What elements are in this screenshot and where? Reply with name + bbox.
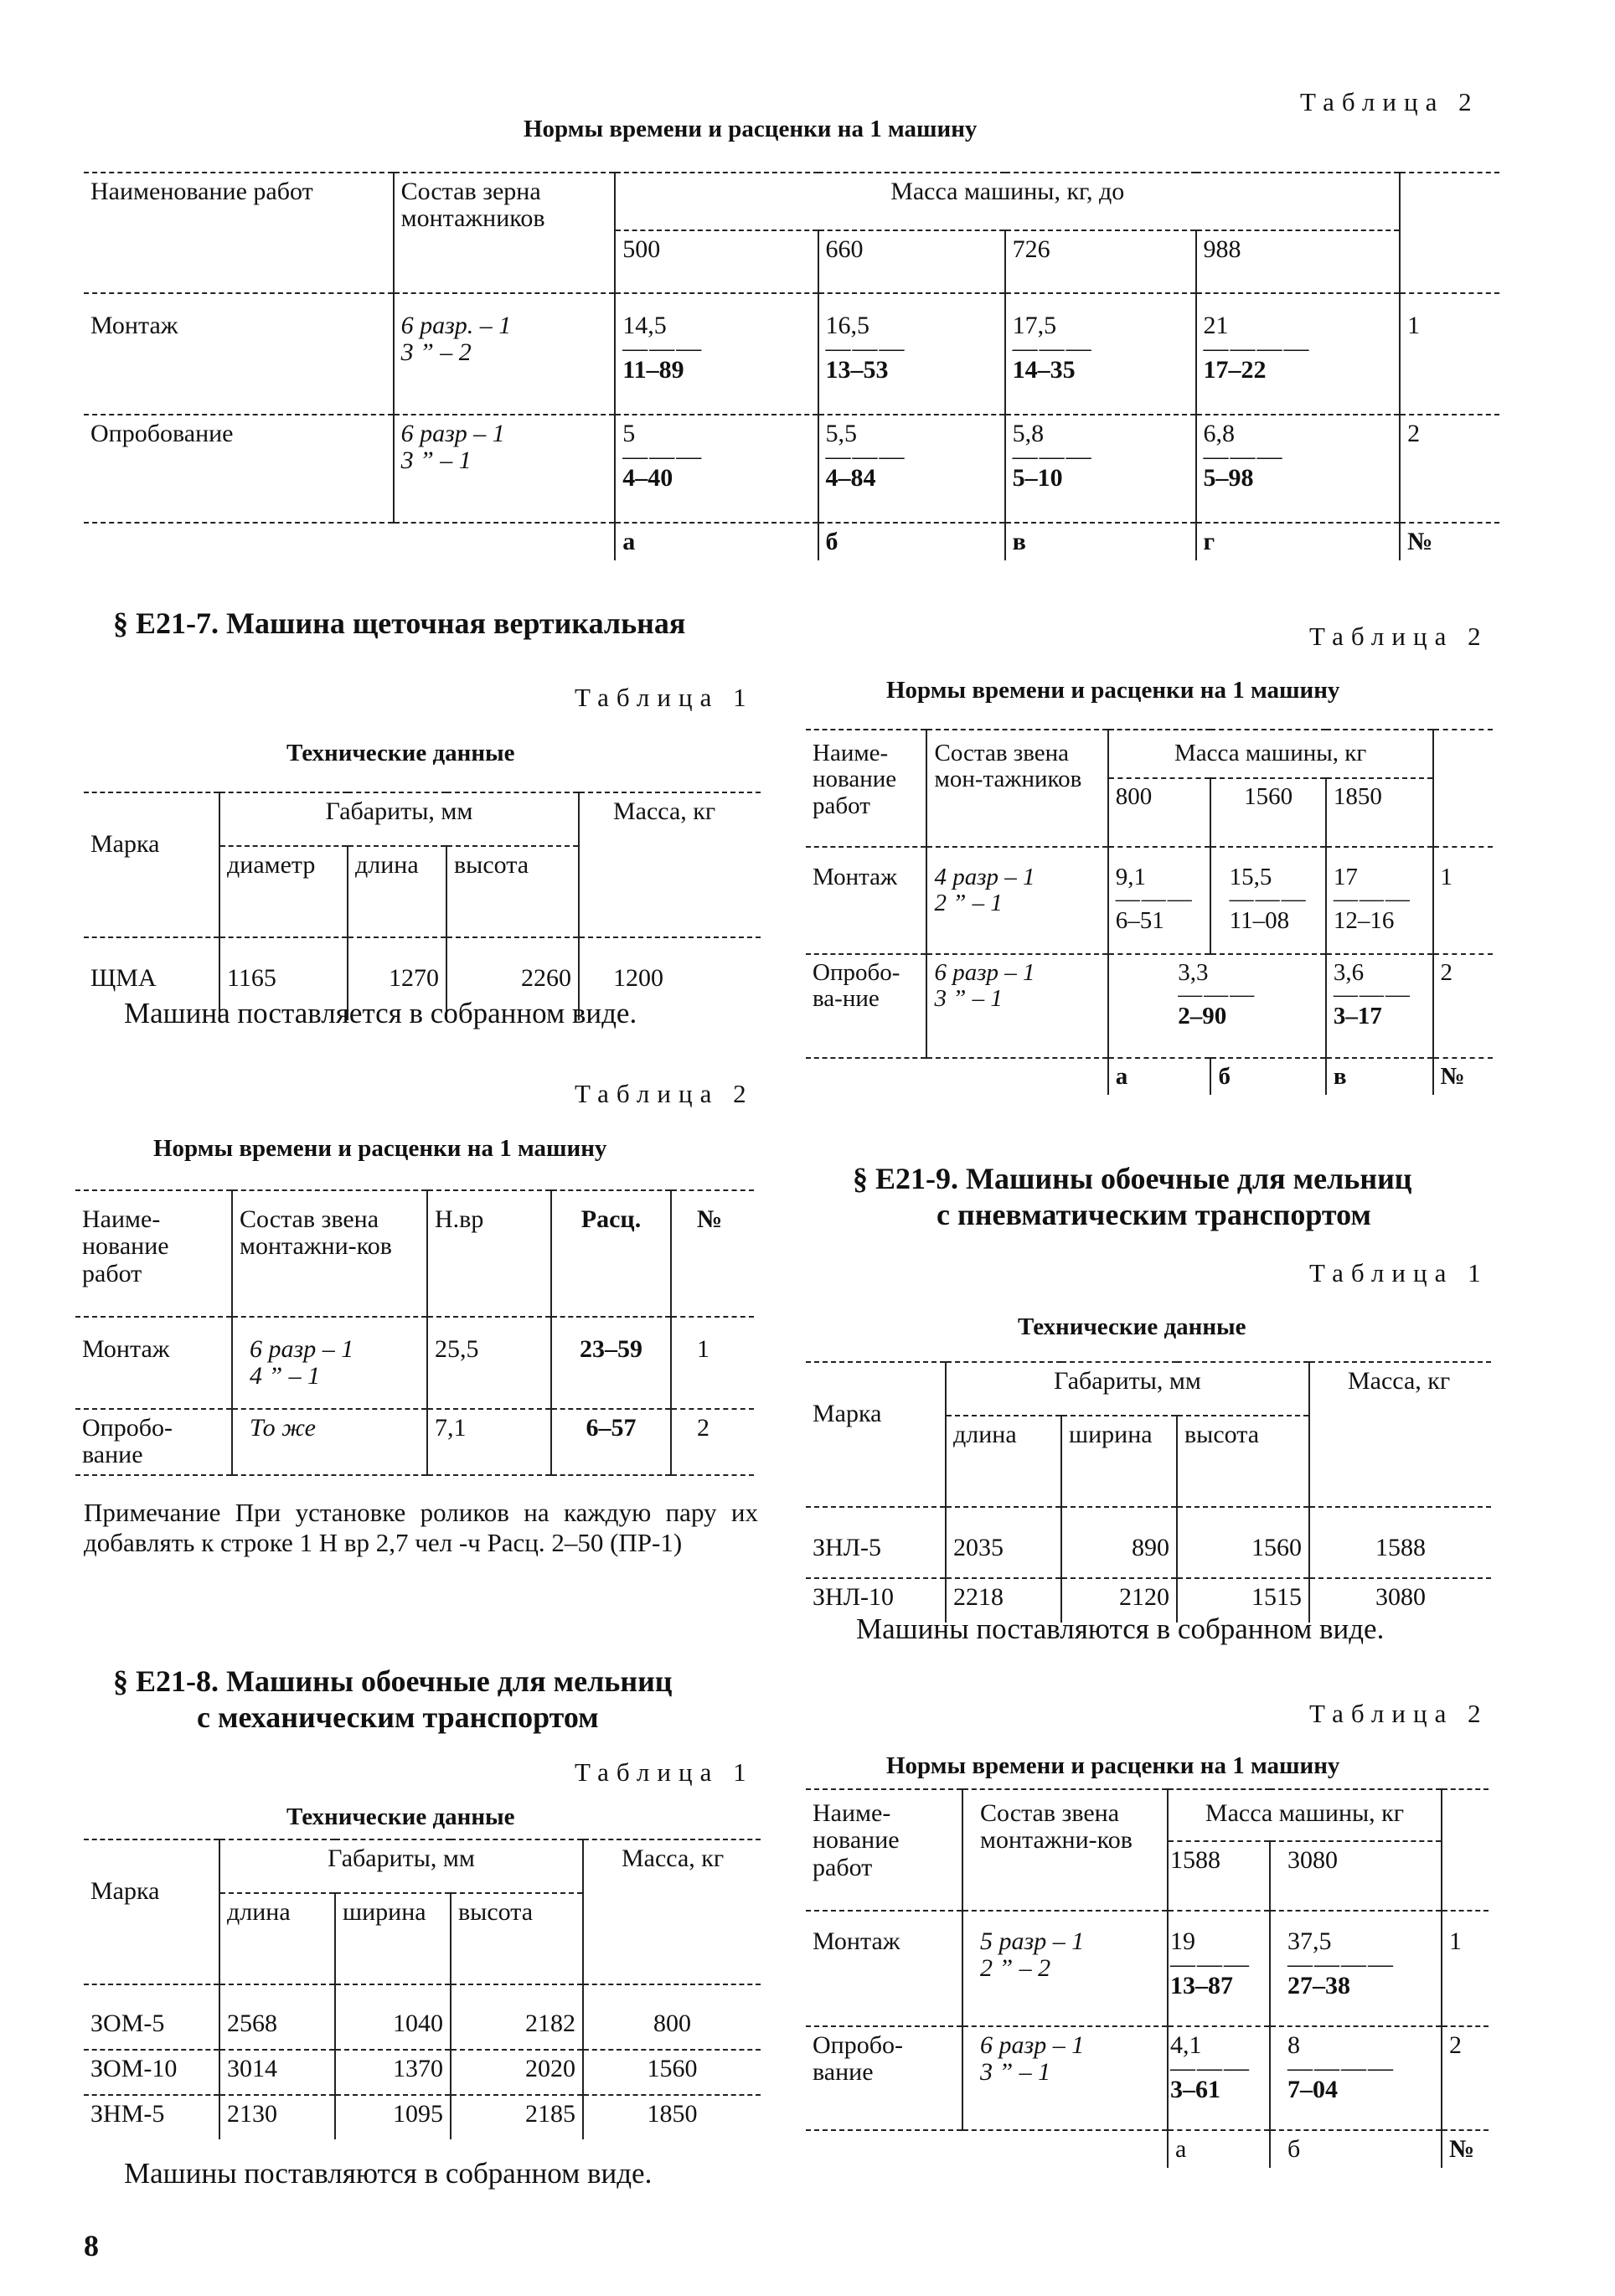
cell: 1040 (393, 2010, 443, 2037)
col-index: г (1203, 528, 1215, 555)
table-row (75, 1409, 754, 1475)
rate: 23–59 (580, 1335, 642, 1363)
cell: 1165 (227, 964, 276, 992)
nvr: 19 (1170, 1927, 1195, 1955)
col-crew: Состав звена монтажни-ков (240, 1205, 392, 1261)
cell: ЗНЛ-5 (813, 1534, 882, 1561)
row-num: 1 (697, 1335, 709, 1363)
col-index: б (1287, 2135, 1301, 2163)
mass-500: 500 (622, 235, 661, 263)
nvr: 37,5 (1287, 1927, 1332, 1955)
delivery-note: Машины поставляются в собранном виде. (124, 2157, 653, 2190)
col-work: Наиме-нование работ (813, 1799, 900, 1881)
cell: 2182 (525, 2010, 575, 2037)
footnote: Примечание При установке роликов на каждую пару их добавлять к строке 1 Н вр 2,7 чел -ч Расц. 2–50 (ПР-1) (84, 1498, 758, 1557)
section-title: § Е21-7. Машина щеточная вертикальная (113, 606, 686, 640)
col-index: в (1012, 528, 1026, 555)
col-rasc: Расц. (580, 1205, 642, 1233)
rate: 7–04 (1287, 2076, 1338, 2104)
row-work: Опробование (90, 420, 234, 447)
section-subtitle: с пневматическим транспортом (936, 1198, 1371, 1231)
cell: 1270 (389, 964, 439, 992)
nvr: 3,6 (1333, 959, 1365, 986)
table-footer (84, 523, 1499, 560)
row-num: 1 (1449, 1927, 1462, 1955)
table-label: Таблица 2 (1309, 1699, 1489, 1728)
crew-line: 2 ” – 1 (934, 890, 1003, 917)
table-caption: Нормы времени и расценки на 1 машину (886, 1752, 1340, 1779)
crew-line: 3 ” – 2 (400, 338, 472, 367)
cell: 1200 (613, 964, 663, 992)
row-work: Монтаж (90, 312, 178, 339)
rate: 5–10 (1012, 464, 1063, 493)
table-label: Таблица 2 (1309, 622, 1489, 651)
table-row (84, 2095, 761, 2139)
crew-line: 6 разр – 1 (400, 420, 505, 447)
cell: 1515 (1251, 1583, 1302, 1611)
cell: 2120 (1119, 1583, 1169, 1611)
cell: 3080 (1375, 1583, 1426, 1611)
cell: 1588 (1375, 1534, 1426, 1561)
col-index: № (1449, 2135, 1475, 2163)
nvr: 17 (1333, 864, 1358, 890)
table-row: Монтаж 4 разр – 1 2 ” – 1 9,1 ——— 6–51 15,5 ——— 11–08 17 ——— 12–16 1 (806, 847, 1493, 954)
rate: 5–98 (1203, 464, 1254, 493)
table-row: Опробование 6 разр – 1 3 ” – 1 5 ——— 4–40 5,5 ——— 4–84 5,8 ——— 5–10 6,8 ——— 5–98 2 (84, 415, 1499, 523)
row-num: 1 (1407, 312, 1421, 339)
col-index: б (825, 528, 838, 555)
rate: 17–22 (1203, 356, 1267, 384)
cell: 2020 (525, 2055, 575, 2082)
rate: 3–17 (1333, 1002, 1382, 1029)
nvr: 4,1 (1170, 2031, 1202, 2059)
col-index: б (1218, 1063, 1231, 1090)
table-label: Таблица 2 (575, 1079, 754, 1108)
mass-value: 3080 (1287, 1846, 1338, 1874)
nvr: 25,5 (435, 1335, 479, 1363)
nvr: 9,1 (1115, 864, 1146, 890)
col-work: Наиме-нование работ (813, 740, 897, 819)
rate: 13–87 (1170, 1972, 1233, 2000)
col-massa: Масса, кг (1348, 1367, 1451, 1395)
col-nvr: Н.вр (435, 1205, 484, 1233)
nvr: 15,5 (1229, 864, 1272, 890)
table-row (84, 2050, 761, 2095)
table-label: Таблица 1 (575, 683, 754, 712)
mass-660: 660 (825, 235, 864, 263)
crew-line: 6 разр – 1 (250, 1335, 354, 1363)
col-massa: Масса, кг (622, 1845, 725, 1872)
col-mass: Масса машины, кг (1205, 1799, 1405, 1827)
col-sub: высота (1184, 1421, 1260, 1448)
row-num: 1 (1440, 864, 1452, 890)
col-gabarity: Габариты, мм (328, 1845, 475, 1872)
nvr: 6,8 (1203, 420, 1236, 447)
col-mass: Масса машины, кг, до (890, 178, 1125, 205)
table-row: Монтаж 6 разр. – 1 3 ” – 2 14,5 ——— 11–89 16,5 ——— 13–53 17,5 ——— 14–35 21 ———— 17–22 1 (84, 293, 1499, 415)
table-row: Опробо-ва-ние 6 разр – 1 3 ” – 1 3,3 ——— 2–90 3,6 ——— 3–17 2 (806, 954, 1493, 1058)
col-index: № (1407, 528, 1433, 555)
table-label: Таблица 2 (1300, 87, 1479, 116)
col-sub: ширина (1069, 1421, 1153, 1448)
crew-line: 4 разр – 1 (934, 864, 1035, 890)
table-label: Таблица 1 (1309, 1258, 1489, 1287)
cell: 1560 (1251, 1534, 1302, 1561)
nvr: 17,5 (1012, 312, 1057, 339)
mass-988: 988 (1203, 235, 1241, 263)
col-massa: Масса, кг (613, 797, 716, 825)
col-sub: диаметр (227, 851, 316, 879)
page-number: 8 (84, 2229, 99, 2262)
nvr: 3,3 (1178, 959, 1209, 986)
rate: 11–89 (622, 356, 684, 384)
col-mass: Масса машины, кг (1174, 740, 1367, 766)
section-title: § Е21-8. Машины обоечные для мельниц (113, 1664, 673, 1698)
tech-data-table-e21-8 (84, 1839, 761, 2139)
mass-value: 800 (1115, 783, 1153, 810)
table-caption: Технические данные (1018, 1313, 1246, 1340)
row-work: Монтаж (82, 1335, 170, 1363)
rate: 3–61 (1170, 2076, 1220, 2104)
table-caption: Нормы времени и расценки на 1 машину (886, 677, 1340, 704)
col-sub: длина (953, 1421, 1017, 1448)
col-crew: Состав звена мон-тажников (934, 740, 1082, 793)
crew-line: 5 разр – 1 (980, 1927, 1085, 1955)
cell: ЗНЛ-10 (813, 1583, 895, 1611)
cell: 1560 (647, 2055, 698, 2082)
rate: 4–40 (622, 464, 673, 493)
cell: ЗОМ-10 (90, 2055, 178, 2082)
norms-table-e21-8 (806, 729, 1493, 1095)
row-work: Опробо-вание (813, 2031, 903, 2087)
cell: 2130 (227, 2100, 277, 2128)
rate: 27–38 (1287, 1972, 1350, 2000)
section-subtitle: с механическим транспортом (197, 1700, 599, 1734)
rate: 4–84 (825, 464, 876, 493)
nvr: 5 (622, 420, 636, 447)
cell: 1850 (647, 2100, 698, 2128)
section-title: § Е21-9. Машины обоечные для мельниц (853, 1162, 1412, 1195)
col-crew: Состав зерна монтажников (400, 178, 545, 233)
rate: 13–53 (825, 356, 889, 384)
col-marka: Марка (90, 830, 160, 858)
col-gabarity: Габариты, мм (325, 797, 473, 825)
table-caption: Нормы времени и расценки на 1 машину (153, 1135, 607, 1162)
row-work: Монтаж (813, 864, 898, 890)
cell: 890 (1132, 1534, 1169, 1561)
table-caption: Нормы времени и расценки на 1 машину (524, 116, 978, 142)
rate: 14–35 (1012, 356, 1076, 384)
col-marka: Марка (813, 1400, 882, 1427)
crew-line: 6 разр – 1 (934, 959, 1035, 986)
table-caption: Технические данные (286, 740, 515, 766)
row-num: 2 (1407, 420, 1421, 447)
delivery-note: Машины поставляются в собранном виде. (856, 1612, 1385, 1645)
table-footer (806, 1058, 1493, 1095)
cell: 2218 (953, 1583, 1004, 1611)
col-num: № (697, 1205, 723, 1233)
col-marka: Марка (90, 1877, 160, 1905)
cell: 800 (653, 2010, 691, 2037)
nvr: 8 (1287, 2031, 1300, 2059)
cell: 3014 (227, 2055, 277, 2082)
row-work: Монтаж (813, 1927, 900, 1955)
nvr: 7,1 (435, 1414, 467, 1442)
cell: ЩМА (90, 964, 157, 992)
col-sub: высота (454, 851, 529, 879)
col-gabarity: Габариты, мм (1054, 1367, 1201, 1395)
cell: 2568 (227, 2010, 277, 2037)
col-work: Наиме-нование работ (82, 1205, 169, 1287)
crew-line: 4 ” – 1 (250, 1362, 321, 1390)
tech-data-table-e21-7 (84, 792, 761, 1020)
row-num: 2 (1449, 2031, 1462, 2059)
cell: 2035 (953, 1534, 1004, 1561)
nvr: 16,5 (825, 312, 870, 339)
mass-value: 1560 (1244, 783, 1293, 810)
crew-line: 3 ” – 1 (980, 2058, 1051, 2087)
crew-line: 2 ” – 2 (980, 1954, 1051, 1983)
nvr: 14,5 (622, 312, 667, 339)
col-sub: ширина (343, 1898, 426, 1926)
table-row: Монтаж 5 разр – 1 2 ” – 2 19 ——— 13–87 37,5 ———— 27–38 1 (806, 1911, 1489, 2026)
col-index: а (1175, 2135, 1187, 2163)
nvr: 5,8 (1012, 420, 1045, 447)
cell: 2260 (521, 964, 571, 992)
norms-table-e21-7 (75, 1189, 754, 1476)
col-index: а (622, 528, 636, 555)
table-row: Опробо-вание 6 разр – 1 3 ” – 1 4,1 ——— 3–61 8 ———— 7–04 2 (806, 2026, 1489, 2130)
crew-line: 3 ” – 1 (400, 446, 472, 475)
cell: ЗОМ-5 (90, 2010, 165, 2037)
col-sub: длина (227, 1898, 291, 1926)
rate: 11–08 (1229, 906, 1290, 934)
norms-table-e21-9 (806, 1788, 1489, 2168)
rate: 6–51 (1115, 906, 1164, 934)
col-sub: высота (458, 1898, 534, 1926)
col-index: а (1115, 1063, 1128, 1090)
row-work: Опробо-вание (82, 1414, 173, 1469)
tech-data-table-e21-9 (806, 1361, 1491, 1623)
crew-line: То же (250, 1414, 316, 1442)
table-row (84, 1984, 761, 2050)
delivery-note: Машина поставляется в собранном виде. (124, 997, 637, 1029)
nvr: 21 (1203, 312, 1229, 339)
col-work: Наименование работ (90, 178, 313, 205)
row-num: 2 (1440, 959, 1452, 986)
rate: 2–90 (1178, 1002, 1227, 1029)
col-crew: Состав звена монтажни-ков (980, 1799, 1133, 1855)
mass-value: 1850 (1333, 783, 1382, 810)
table-label: Таблица 1 (575, 1757, 754, 1787)
rate: 12–16 (1333, 906, 1395, 934)
cell: 1370 (393, 2055, 443, 2082)
rate: 6–57 (586, 1414, 637, 1442)
crew-line: 6 разр – 1 (980, 2031, 1085, 2059)
cell: ЗНМ-5 (90, 2100, 165, 2128)
row-num: 2 (697, 1414, 709, 1442)
table-row (806, 1507, 1491, 1578)
table-footer (806, 2130, 1489, 2168)
mass-726: 726 (1012, 235, 1050, 263)
nvr: 5,5 (825, 420, 858, 447)
crew-line: 6 разр. – 1 (400, 312, 512, 339)
cell: 1095 (393, 2100, 443, 2128)
row-work: Опробо-ва-ние (813, 959, 900, 1013)
col-index: в (1333, 1063, 1347, 1090)
col-sub: длина (355, 851, 419, 879)
norms-table-top (84, 172, 1499, 560)
cell: 2185 (525, 2100, 575, 2128)
col-index: № (1440, 1063, 1465, 1090)
table-caption: Технические данные (286, 1803, 515, 1830)
table-row (75, 1317, 754, 1409)
mass-value: 1588 (1170, 1846, 1220, 1874)
crew-line: 3 ” – 1 (934, 985, 1003, 1013)
